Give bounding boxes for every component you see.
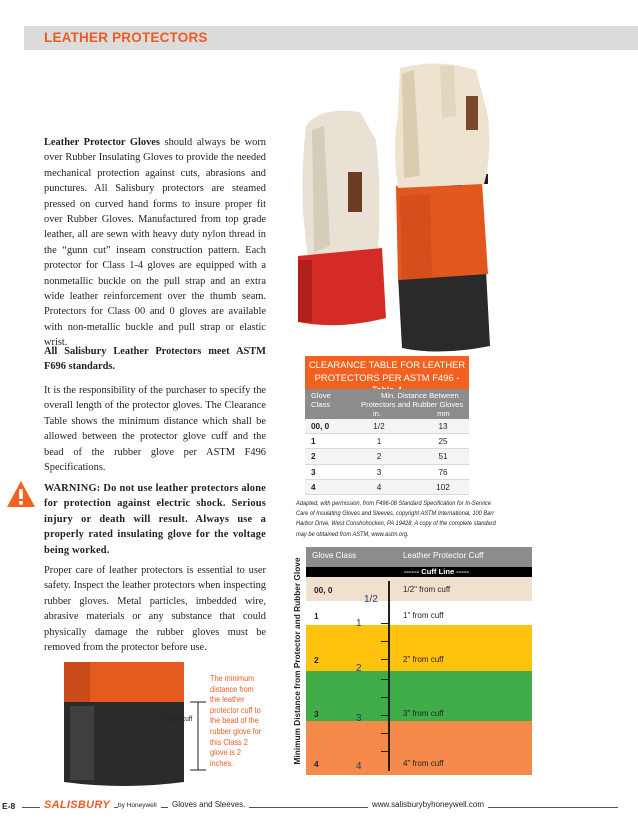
cuff-line-label: ------ Cuff Line ----- bbox=[404, 567, 469, 576]
table-row bbox=[305, 419, 469, 434]
col-glove: Glove bbox=[311, 391, 331, 400]
page-title: LEATHER PROTECTORS bbox=[44, 30, 208, 45]
clearance-table bbox=[305, 356, 469, 495]
table-row bbox=[305, 434, 469, 449]
astm-permission-note: Adapted, with permission, from F496-08 Standard Specification for In-Service Care of Insulating Gloves and Sleeves, copyright ASTM International, 100 Barr Harbor Drive, West Conshohocken, PA 19428. A copy of the complete standard may be obtained from ASTM, www.astm.org. bbox=[296, 500, 496, 538]
cuff-callout-note: The minimum distance from the leather protector cuff to the bead of the rubber glove for this Class 2 glove is 2 inches. bbox=[210, 673, 262, 768]
cell-in: 2 bbox=[376, 452, 382, 462]
brand-logo: SALISBURY bbox=[40, 799, 114, 811]
diagram-col-class: Glove Class bbox=[312, 551, 357, 560]
diagram-header bbox=[306, 547, 532, 567]
band-class-00 bbox=[306, 577, 532, 601]
band-value: 3" from cuff bbox=[403, 709, 444, 718]
band-class-3 bbox=[306, 671, 532, 721]
clearance-title-line2: PROTECTORS PER ASTM F496 - bbox=[314, 371, 460, 383]
cell-in: 3 bbox=[376, 467, 382, 477]
cuff-line-bar bbox=[306, 567, 532, 577]
band-class-4 bbox=[306, 721, 532, 775]
ruler-tick bbox=[381, 679, 389, 680]
ruler-tick bbox=[381, 641, 389, 642]
cell-in: 4 bbox=[376, 482, 382, 492]
cell-class: 00, 0 bbox=[311, 422, 330, 431]
brand-by-honeywell: by Honeywell bbox=[118, 802, 161, 809]
band-label: 3 bbox=[314, 709, 319, 719]
ruler-label: 1/2 bbox=[364, 594, 378, 605]
ruler-label: 1 bbox=[356, 618, 362, 629]
page-number: E-8 bbox=[2, 801, 16, 811]
table-row bbox=[305, 480, 469, 495]
clearance-table-title bbox=[305, 356, 469, 389]
responsibility-paragraph: It is the responsibility of the purchaser to specify the overall length of the protector gloves. The Clearance Table shows the minimum distance which shall be allowed between the protector glove cuff and the bead of the rubber glove per ASTM F496 Specifications. bbox=[44, 385, 266, 474]
intro-text: should always be worn over Rubber Insulating Gloves to provide the needed mechanical protection against cuts, abrasions and punctures. All Salisbury protectors are steamed pressed on curved hand forms to insure proper fit over Rubber Gloves. Manufactured from top grade leather, all are sewn with heavy duty nylon thread in the “gunn cut” inseam construction pattern. Each protector for Class 1-4 gloves are equipped with a nonmetallic buckle on the pull strap and an extra wide leather reinforcement over the thumb seam. Protectors for Class 00 and 0 gloves are available with non-metallic buckle and pull strap or elastic wrist. bbox=[44, 137, 267, 349]
cell-mm: 25 bbox=[438, 437, 448, 447]
care-paragraph: Proper care of leather protectors is essential to user safety. Inspect the leather protectors when inspecting rubber gloves. Metal particles, imbedded wire, abrasive materials or any substance that could physically damage the rubber gloves must be removed from the protector before use. bbox=[44, 565, 266, 654]
cell-in: 1 bbox=[376, 437, 382, 447]
table-row bbox=[305, 449, 469, 464]
diagram-col-cuff: Leather Protector Cuff bbox=[403, 551, 484, 560]
band-value: 1" from cuff bbox=[403, 611, 444, 620]
intro-paragraph bbox=[44, 135, 266, 351]
intro-lead: Leather Protector Gloves bbox=[44, 137, 160, 148]
table-row bbox=[305, 465, 469, 480]
col-class: Class bbox=[311, 400, 330, 409]
ruler-tick bbox=[381, 715, 389, 716]
ruler-label: 3 bbox=[356, 713, 362, 724]
band-label: 2 bbox=[314, 655, 319, 665]
cuff-distance-label: 2" from cuff bbox=[160, 714, 193, 723]
band-class-2 bbox=[306, 625, 532, 671]
cell-in: 1/2 bbox=[373, 422, 385, 431]
ruler-tick bbox=[381, 751, 389, 752]
footer-url[interactable]: www.salisburybyhoneywell.com bbox=[368, 800, 488, 809]
ruler-tick bbox=[381, 659, 389, 660]
ruler-label: 2 bbox=[356, 663, 362, 674]
cell-class: 4 bbox=[311, 482, 316, 492]
cell-class: 3 bbox=[311, 467, 316, 477]
band-class-1 bbox=[306, 601, 532, 625]
diagram-side-label bbox=[282, 547, 304, 775]
cell-mm: 51 bbox=[438, 452, 448, 462]
band-value: 2" from cuff bbox=[403, 655, 444, 664]
ruler-label: 4 bbox=[356, 761, 362, 772]
ruler-tick bbox=[381, 697, 389, 698]
cell-mm: 102 bbox=[436, 482, 450, 492]
col-protectors: Protectors and Rubber Gloves bbox=[361, 400, 464, 409]
warning-icon bbox=[6, 480, 36, 508]
cell-class: 1 bbox=[311, 437, 316, 447]
cell-mm: 13 bbox=[438, 422, 448, 431]
side-label-text: Minimum Distance from Protector and Rubber Glove bbox=[292, 557, 302, 765]
band-value: 4" from cuff bbox=[403, 759, 444, 768]
band-value: 1/2" from cuff bbox=[403, 585, 451, 594]
clearance-table-body bbox=[305, 419, 469, 495]
clearance-title-line1: CLEARANCE TABLE FOR LEATHER bbox=[308, 359, 466, 370]
cell-class: 2 bbox=[311, 452, 316, 462]
band-label: 1 bbox=[314, 611, 319, 621]
col-min-distance: Min. Distance Between bbox=[381, 391, 459, 400]
warning-paragraph: WARNING: Do not use leather protectors alone for protection against electric shock. Serious injury or death will result. Always use a properly rated insulating glove for the voltage being worked. bbox=[44, 483, 266, 556]
col-unit-mm: mm bbox=[437, 409, 450, 418]
band-label: 4 bbox=[314, 759, 319, 769]
ruler-tick bbox=[381, 733, 389, 734]
band-label: 00, 0 bbox=[314, 585, 333, 595]
cell-mm: 76 bbox=[438, 467, 448, 477]
astm-statement: All Salisbury Leather Protectors meet ASTM F696 standards. bbox=[44, 346, 266, 373]
clearance-table-header bbox=[305, 389, 469, 419]
distance-ruler bbox=[388, 581, 390, 771]
leather-protector-glove-image bbox=[290, 56, 520, 356]
footer-tagline: Gloves and Sleeves. bbox=[168, 800, 249, 809]
ruler-tick bbox=[381, 623, 389, 624]
cuff-distance-diagram bbox=[306, 547, 532, 775]
rubber-glove-cuff bbox=[398, 270, 490, 352]
col-unit-in: in. bbox=[373, 409, 382, 418]
